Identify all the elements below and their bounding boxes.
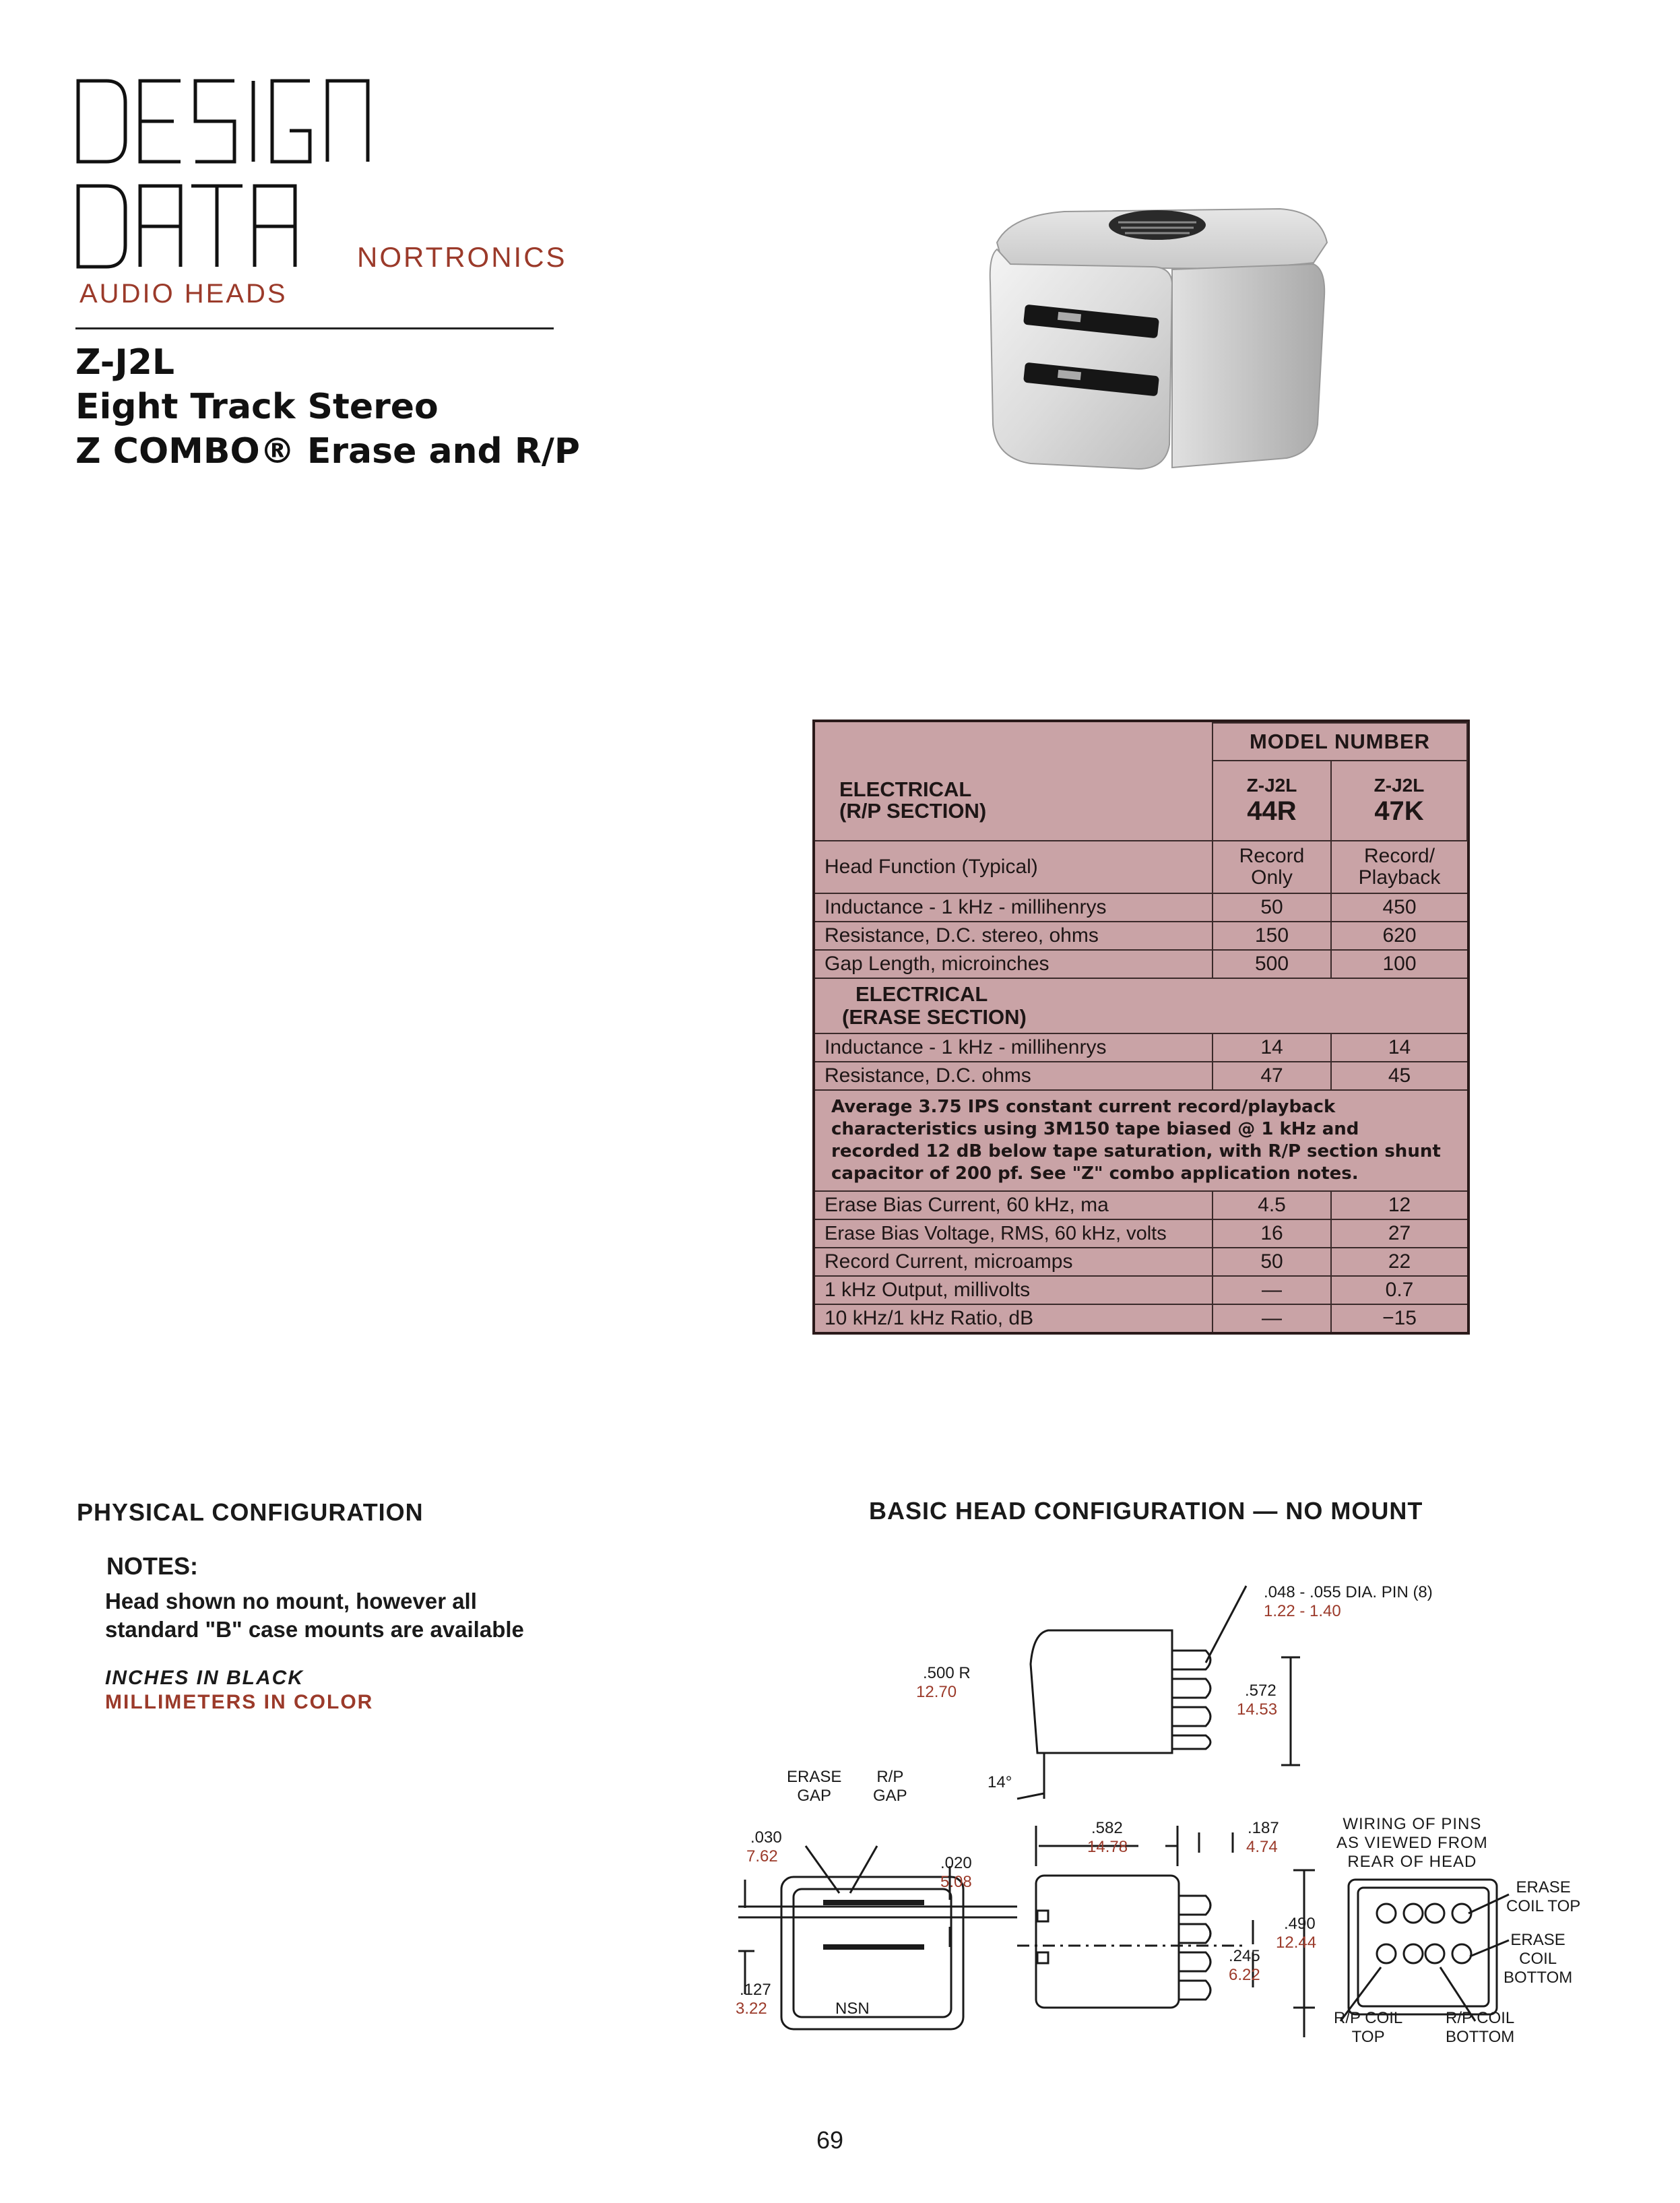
table-row: Inductance - 1 kHz - millihenrys 50 450 xyxy=(815,893,1467,922)
page-number: 69 xyxy=(816,2126,844,2154)
table-row: Erase Bias Current, 60 kHz, ma 4.5 12 xyxy=(815,1191,1467,1219)
gap-separation-mm: 7.62 xyxy=(746,1847,778,1865)
product-description: Eight Track Stereo xyxy=(75,387,439,427)
rp-section-header: ELECTRICAL (R/P SECTION) xyxy=(839,777,987,823)
table-row: Resistance, D.C. stereo, ohms 150 620 xyxy=(815,922,1467,950)
table-row: Resistance, D.C. ohms 47 45 xyxy=(815,1062,1467,1090)
erase-gap-label: ERASE GAP xyxy=(787,1768,842,1805)
table-row: Erase Bias Voltage, RMS, 60 kHz, volts 16 27 xyxy=(815,1219,1467,1248)
model-number-header: MODEL NUMBER xyxy=(1213,723,1467,761)
bottom-offset-in: .127 xyxy=(740,1981,771,1999)
units-black-note: INCHES IN BLACK xyxy=(105,1667,304,1689)
table-row: Head Function (Typical) Record Only Record/ Playback xyxy=(815,841,1467,893)
pin-diameter-mm: 1.22 - 1.40 xyxy=(1264,1602,1341,1620)
model-44r-header: Z-J2L 44R xyxy=(1213,761,1331,841)
product-type: Z COMBO® Erase and R/P xyxy=(75,431,581,472)
gap-separation-in: .030 xyxy=(750,1828,782,1847)
radius-in: .500 R xyxy=(923,1664,971,1682)
rp-coil-bottom-label: R/P COIL BOTTOM xyxy=(1446,2009,1515,2046)
notes-label: NOTES: xyxy=(106,1552,199,1580)
drawing-heading: BASIC HEAD CONFIGURATION — NO MOUNT xyxy=(869,1497,1423,1525)
table-row: 1 kHz Output, millivolts — 0.7 xyxy=(815,1276,1467,1304)
model-47k-header: Z-J2L 47K xyxy=(1331,761,1467,841)
rp-coil-top-label: R/P COIL TOP xyxy=(1334,2009,1403,2046)
brand-name: NORTRONICS xyxy=(357,241,567,273)
test-conditions-note: Average 3.75 IPS constant current record/playback characteristics using 3M150 tape biased @ 1 kHz and recorded 12 dB below tape saturation, with R/P section shunt capacitor of 200 pf. See "Z" combo application notes. xyxy=(815,1090,1467,1191)
notes-text: Head shown no mount, however all standard "B" case mounts are available xyxy=(105,1589,524,1642)
length-mm: 14.78 xyxy=(1087,1838,1128,1856)
pin-span-in: .490 xyxy=(1284,1915,1316,1933)
pin-length-mm: 4.74 xyxy=(1246,1838,1278,1856)
track-width-mm: 5.08 xyxy=(940,1873,972,1891)
pin-span-mm: 12.44 xyxy=(1276,1934,1317,1952)
track-width-in: .020 xyxy=(940,1854,972,1872)
length-in: .582 xyxy=(1091,1819,1123,1837)
physical-config-heading: PHYSICAL CONFIGURATION xyxy=(77,1498,424,1526)
head-dimension-drawing xyxy=(734,1563,1637,2048)
rp-gap-label: R/P GAP xyxy=(873,1768,907,1805)
pin-half-span-in: .245 xyxy=(1229,1947,1260,1965)
bottom-offset-mm: 3.22 xyxy=(736,2000,767,2018)
nsn-label: NSN xyxy=(835,2000,870,2018)
erase-section-header: ELECTRICAL (ERASE SECTION) xyxy=(815,978,1467,1033)
pin-half-span-mm: 6.22 xyxy=(1229,1966,1260,1984)
spec-table xyxy=(812,720,1470,1335)
pin-diameter-in: .048 - .055 DIA. PIN (8) xyxy=(1264,1583,1433,1601)
pin-length-in: .187 xyxy=(1248,1819,1279,1837)
table-row: 10 kHz/1 kHz Ratio, dB — −15 xyxy=(815,1304,1467,1332)
header-rule xyxy=(75,327,554,329)
wiring-caption: WIRING OF PINS AS VIEWED FROM REAR OF HEAD xyxy=(1336,1815,1488,1871)
units-color-note: MILLIMETERS IN COLOR xyxy=(105,1691,374,1713)
model-title: Z-J2L xyxy=(75,342,175,383)
head-product-image xyxy=(983,202,1334,485)
height-in: .572 xyxy=(1245,1682,1277,1700)
height-mm: 14.53 xyxy=(1237,1700,1278,1719)
subtitle: AUDIO HEADS xyxy=(79,279,288,309)
erase-coil-bottom-label: ERASE COIL BOTTOM xyxy=(1504,1931,1573,1987)
table-row: Gap Length, microinches 500 100 xyxy=(815,950,1467,978)
table-row: Inductance - 1 kHz - millihenrys 14 14 xyxy=(815,1033,1467,1062)
radius-mm: 12.70 xyxy=(916,1683,957,1701)
angle: 14° xyxy=(988,1773,1012,1791)
erase-coil-top-label: ERASE COIL TOP xyxy=(1506,1878,1581,1915)
table-row: Record Current, microamps 50 22 xyxy=(815,1248,1467,1276)
